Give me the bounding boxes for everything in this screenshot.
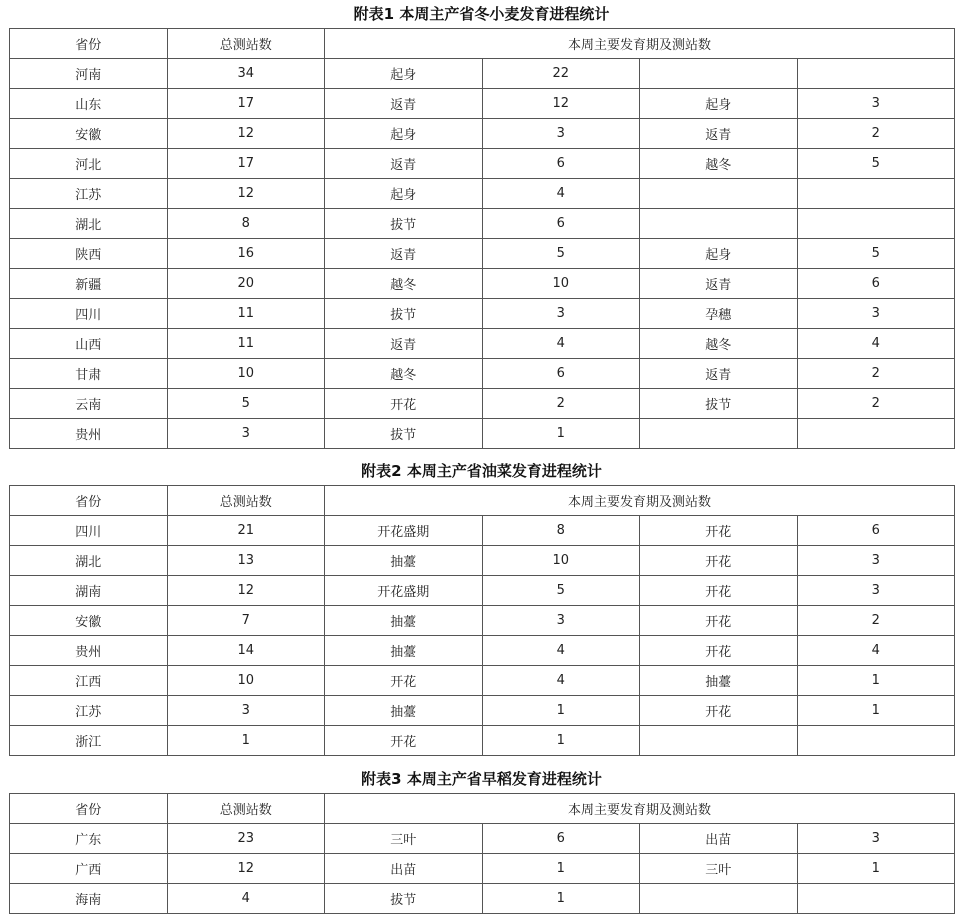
table-row bbox=[10, 299, 955, 329]
province-cell: 河南 bbox=[10, 59, 168, 89]
table-row bbox=[10, 89, 955, 119]
province-cell: 安徽 bbox=[10, 119, 168, 149]
province-cell: 贵州 bbox=[10, 636, 168, 666]
rapeseed-table bbox=[9, 485, 955, 756]
stage-2-name-cell: 起身 bbox=[640, 239, 798, 269]
total-stations-cell: 7 bbox=[167, 606, 325, 636]
province-cell: 山东 bbox=[10, 89, 168, 119]
stage-2-name-cell: 开花 bbox=[640, 546, 798, 576]
stage-1-name-cell: 起身 bbox=[325, 119, 483, 149]
province-header: 省份 bbox=[10, 486, 168, 516]
stage-1-name-cell: 返青 bbox=[325, 329, 483, 359]
stage-1-name-cell: 拔节 bbox=[325, 209, 483, 239]
province-cell: 江西 bbox=[10, 666, 168, 696]
total-stations-cell: 14 bbox=[167, 636, 325, 666]
stage-1-count-cell: 6 bbox=[482, 149, 640, 179]
stage-1-count-cell: 4 bbox=[482, 666, 640, 696]
stage-2-count-cell: 3 bbox=[797, 824, 955, 854]
stages-header: 本周主要发育期及测站数 bbox=[325, 486, 955, 516]
province-cell: 四川 bbox=[10, 516, 168, 546]
table-row bbox=[10, 59, 955, 89]
stage-2-name-cell: 返青 bbox=[640, 359, 798, 389]
province-cell: 湖北 bbox=[10, 546, 168, 576]
table-row bbox=[10, 696, 955, 726]
total-stations-cell: 12 bbox=[167, 179, 325, 209]
province-cell: 山西 bbox=[10, 329, 168, 359]
province-header: 省份 bbox=[10, 29, 168, 59]
stage-1-count-cell: 1 bbox=[482, 884, 640, 914]
stage-1-count-cell: 6 bbox=[482, 824, 640, 854]
stage-2-count-cell: 5 bbox=[797, 239, 955, 269]
stage-1-count-cell: 3 bbox=[482, 606, 640, 636]
stage-1-name-cell: 返青 bbox=[325, 149, 483, 179]
total-stations-cell: 34 bbox=[167, 59, 325, 89]
table-row bbox=[10, 119, 955, 149]
province-cell: 云南 bbox=[10, 389, 168, 419]
stage-1-name-cell: 抽薹 bbox=[325, 606, 483, 636]
total-stations-cell: 17 bbox=[167, 149, 325, 179]
stage-2-name-cell bbox=[640, 209, 798, 239]
stage-2-name-cell: 开花 bbox=[640, 606, 798, 636]
stage-2-count-cell: 2 bbox=[797, 119, 955, 149]
province-cell: 江苏 bbox=[10, 179, 168, 209]
header-row bbox=[10, 29, 955, 59]
table-row bbox=[10, 149, 955, 179]
stage-2-count-cell: 1 bbox=[797, 666, 955, 696]
stage-1-count-cell: 4 bbox=[482, 636, 640, 666]
total-stations-header: 总测站数 bbox=[167, 486, 325, 516]
table-row bbox=[10, 666, 955, 696]
stage-2-name-cell bbox=[640, 419, 798, 449]
province-cell: 新疆 bbox=[10, 269, 168, 299]
stage-2-count-cell: 6 bbox=[797, 516, 955, 546]
table-row bbox=[10, 884, 955, 914]
stage-2-name-cell: 开花 bbox=[640, 576, 798, 606]
stage-2-count-cell bbox=[797, 419, 955, 449]
table-row bbox=[10, 209, 955, 239]
table-row bbox=[10, 516, 955, 546]
stage-2-name-cell: 开花 bbox=[640, 636, 798, 666]
stage-2-count-cell bbox=[797, 884, 955, 914]
table-2-title: 附表2 本周主产省油菜发育进程统计 bbox=[361, 462, 602, 480]
total-stations-cell: 21 bbox=[167, 516, 325, 546]
stage-2-count-cell: 2 bbox=[797, 389, 955, 419]
province-cell: 湖北 bbox=[10, 209, 168, 239]
stage-1-name-cell: 开花 bbox=[325, 726, 483, 756]
table-row bbox=[10, 726, 955, 756]
total-stations-cell: 4 bbox=[167, 884, 325, 914]
province-cell: 浙江 bbox=[10, 726, 168, 756]
stage-1-name-cell: 返青 bbox=[325, 89, 483, 119]
stage-2-count-cell: 3 bbox=[797, 546, 955, 576]
stage-1-name-cell: 拔节 bbox=[325, 419, 483, 449]
stage-2-name-cell: 返青 bbox=[640, 119, 798, 149]
table-row bbox=[10, 636, 955, 666]
province-cell: 四川 bbox=[10, 299, 168, 329]
total-stations-cell: 10 bbox=[167, 359, 325, 389]
stage-1-name-cell: 越冬 bbox=[325, 359, 483, 389]
province-cell: 广东 bbox=[10, 824, 168, 854]
stage-2-name-cell: 出苗 bbox=[640, 824, 798, 854]
early-rice-section bbox=[9, 765, 954, 914]
stage-1-name-cell: 越冬 bbox=[325, 269, 483, 299]
stage-1-count-cell: 12 bbox=[482, 89, 640, 119]
stage-2-name-cell: 拔节 bbox=[640, 389, 798, 419]
total-stations-cell: 16 bbox=[167, 239, 325, 269]
stage-1-count-cell: 1 bbox=[482, 696, 640, 726]
stage-2-count-cell bbox=[797, 726, 955, 756]
total-stations-cell: 3 bbox=[167, 419, 325, 449]
stage-2-count-cell: 1 bbox=[797, 854, 955, 884]
stage-2-count-cell: 6 bbox=[797, 269, 955, 299]
total-stations-cell: 11 bbox=[167, 299, 325, 329]
province-header: 省份 bbox=[10, 794, 168, 824]
stage-1-count-cell: 3 bbox=[482, 299, 640, 329]
total-stations-header: 总测站数 bbox=[167, 29, 325, 59]
stage-1-count-cell: 10 bbox=[482, 546, 640, 576]
stage-2-name-cell: 抽薹 bbox=[640, 666, 798, 696]
table-row bbox=[10, 269, 955, 299]
stage-2-count-cell: 4 bbox=[797, 636, 955, 666]
stage-2-count-cell: 5 bbox=[797, 149, 955, 179]
stage-2-name-cell: 越冬 bbox=[640, 329, 798, 359]
stage-1-count-cell: 1 bbox=[482, 854, 640, 884]
table-row bbox=[10, 329, 955, 359]
stage-1-count-cell: 2 bbox=[482, 389, 640, 419]
province-cell: 河北 bbox=[10, 149, 168, 179]
total-stations-cell: 23 bbox=[167, 824, 325, 854]
stage-2-name-cell: 三叶 bbox=[640, 854, 798, 884]
table-row bbox=[10, 359, 955, 389]
total-stations-header: 总测站数 bbox=[167, 794, 325, 824]
stage-1-count-cell: 1 bbox=[482, 419, 640, 449]
stage-1-count-cell: 4 bbox=[482, 329, 640, 359]
stage-2-name-cell: 开花 bbox=[640, 516, 798, 546]
table-row bbox=[10, 179, 955, 209]
province-cell: 海南 bbox=[10, 884, 168, 914]
stage-1-name-cell: 开花盛期 bbox=[325, 576, 483, 606]
stage-2-count-cell bbox=[797, 209, 955, 239]
stage-1-count-cell: 8 bbox=[482, 516, 640, 546]
province-cell: 贵州 bbox=[10, 419, 168, 449]
stage-1-name-cell: 抽薹 bbox=[325, 636, 483, 666]
stage-2-name-cell bbox=[640, 59, 798, 89]
table-row bbox=[10, 419, 955, 449]
total-stations-cell: 10 bbox=[167, 666, 325, 696]
header-row bbox=[10, 486, 955, 516]
province-cell: 安徽 bbox=[10, 606, 168, 636]
stage-1-count-cell: 6 bbox=[482, 209, 640, 239]
total-stations-cell: 20 bbox=[167, 269, 325, 299]
province-cell: 江苏 bbox=[10, 696, 168, 726]
stage-2-name-cell bbox=[640, 884, 798, 914]
stage-1-name-cell: 开花盛期 bbox=[325, 516, 483, 546]
stage-2-count-cell: 1 bbox=[797, 696, 955, 726]
stage-1-count-cell: 22 bbox=[482, 59, 640, 89]
stage-1-name-cell: 起身 bbox=[325, 179, 483, 209]
early-rice-table bbox=[9, 793, 955, 914]
province-cell: 广西 bbox=[10, 854, 168, 884]
stage-1-count-cell: 1 bbox=[482, 726, 640, 756]
stage-1-name-cell: 拔节 bbox=[325, 884, 483, 914]
stage-2-count-cell: 4 bbox=[797, 329, 955, 359]
rapeseed-section bbox=[9, 457, 954, 756]
total-stations-cell: 5 bbox=[167, 389, 325, 419]
stage-2-count-cell: 2 bbox=[797, 606, 955, 636]
stages-header: 本周主要发育期及测站数 bbox=[325, 794, 955, 824]
total-stations-cell: 1 bbox=[167, 726, 325, 756]
stage-1-count-cell: 3 bbox=[482, 119, 640, 149]
stage-1-name-cell: 返青 bbox=[325, 239, 483, 269]
stage-1-count-cell: 4 bbox=[482, 179, 640, 209]
header-row bbox=[10, 794, 955, 824]
stage-1-name-cell: 开花 bbox=[325, 666, 483, 696]
stage-1-name-cell: 出苗 bbox=[325, 854, 483, 884]
stages-header: 本周主要发育期及测站数 bbox=[325, 29, 955, 59]
province-cell: 湖南 bbox=[10, 576, 168, 606]
stage-1-name-cell: 开花 bbox=[325, 389, 483, 419]
total-stations-cell: 13 bbox=[167, 546, 325, 576]
stage-2-name-cell bbox=[640, 726, 798, 756]
total-stations-cell: 8 bbox=[167, 209, 325, 239]
province-cell: 甘肃 bbox=[10, 359, 168, 389]
table-row bbox=[10, 576, 955, 606]
stage-1-name-cell: 三叶 bbox=[325, 824, 483, 854]
stage-2-count-cell: 2 bbox=[797, 359, 955, 389]
stage-2-count-cell bbox=[797, 179, 955, 209]
stage-2-count-cell: 3 bbox=[797, 89, 955, 119]
table-1-title: 附表1 本周主产省冬小麦发育进程统计 bbox=[353, 5, 610, 23]
table-row bbox=[10, 389, 955, 419]
wheat-table bbox=[9, 28, 955, 449]
province-cell: 陕西 bbox=[10, 239, 168, 269]
stage-1-name-cell: 拔节 bbox=[325, 299, 483, 329]
total-stations-cell: 3 bbox=[167, 696, 325, 726]
table-row bbox=[10, 239, 955, 269]
stage-2-name-cell: 开花 bbox=[640, 696, 798, 726]
stage-1-name-cell: 起身 bbox=[325, 59, 483, 89]
table-3-title: 附表3 本周主产省早稻发育进程统计 bbox=[361, 770, 602, 788]
stage-2-name-cell bbox=[640, 179, 798, 209]
stage-1-count-cell: 5 bbox=[482, 576, 640, 606]
stage-1-count-cell: 10 bbox=[482, 269, 640, 299]
table-row bbox=[10, 606, 955, 636]
stage-2-count-cell bbox=[797, 59, 955, 89]
stage-2-count-cell: 3 bbox=[797, 299, 955, 329]
table-row bbox=[10, 854, 955, 884]
table-row bbox=[10, 824, 955, 854]
stage-2-name-cell: 起身 bbox=[640, 89, 798, 119]
total-stations-cell: 17 bbox=[167, 89, 325, 119]
stage-2-name-cell: 孕穗 bbox=[640, 299, 798, 329]
stage-1-name-cell: 抽薹 bbox=[325, 696, 483, 726]
stage-1-count-cell: 5 bbox=[482, 239, 640, 269]
wheat-section bbox=[9, 0, 954, 449]
stage-1-count-cell: 6 bbox=[482, 359, 640, 389]
total-stations-cell: 12 bbox=[167, 854, 325, 884]
stage-2-name-cell: 返青 bbox=[640, 269, 798, 299]
total-stations-cell: 11 bbox=[167, 329, 325, 359]
stage-2-name-cell: 越冬 bbox=[640, 149, 798, 179]
stage-2-count-cell: 3 bbox=[797, 576, 955, 606]
total-stations-cell: 12 bbox=[167, 119, 325, 149]
table-row bbox=[10, 546, 955, 576]
total-stations-cell: 12 bbox=[167, 576, 325, 606]
stage-1-name-cell: 抽薹 bbox=[325, 546, 483, 576]
